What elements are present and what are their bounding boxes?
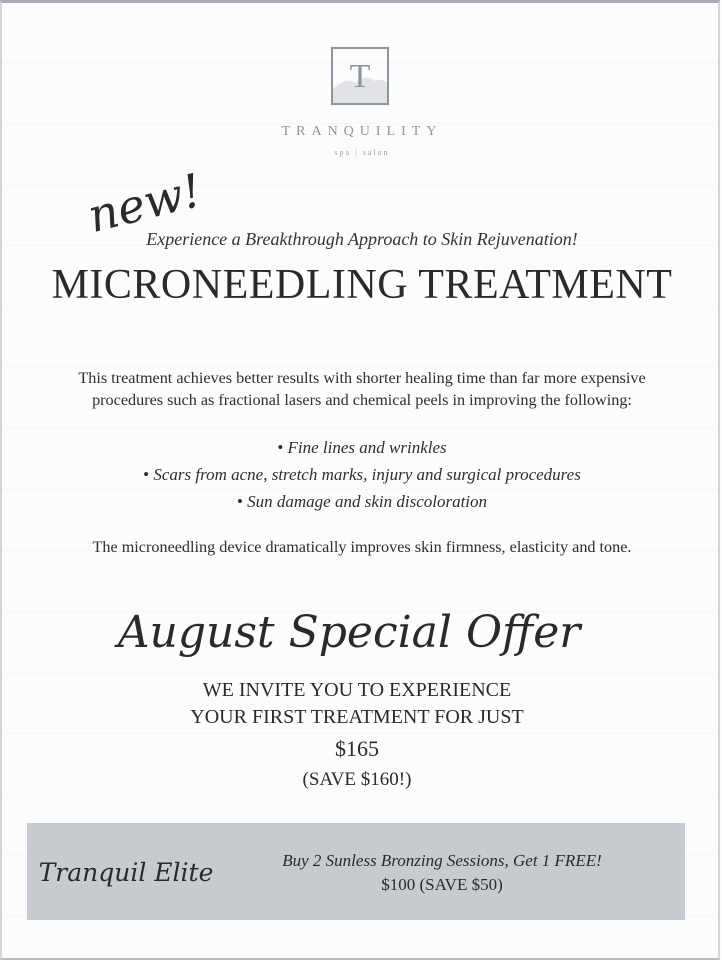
- elite-promo-box: [27, 823, 685, 920]
- elite-title: Tranquil Elite: [38, 858, 214, 887]
- special-offer-title: August Special Offer: [117, 607, 581, 658]
- logo-letter: T: [349, 58, 371, 95]
- offer-line-1: WE INVITE YOU TO EXPERIENCE: [202, 679, 512, 701]
- tagline: Experience a Breakthrough Approach to Skin Rejuvenation!: [146, 229, 578, 249]
- new-badge: [80, 148, 207, 244]
- new-badge-text: new!: [82, 162, 207, 244]
- intro-line-2: procedures such as fractional lasers and chemical peels in improving the following:: [92, 391, 632, 409]
- benefit-item: • Fine lines and wrinkles: [2, 434, 722, 461]
- elite-price: $100 (SAVE $50): [381, 875, 503, 894]
- benefits-list: [2, 434, 722, 515]
- intro-line-1: This treatment achieves better results with shorter healing time than far more expensive: [78, 369, 646, 387]
- closing-statement: The microneedling device dramatically improves skin firmness, elasticity and tone.: [92, 538, 632, 556]
- brand-subtitle: spa | salon: [334, 148, 390, 157]
- elite-deal: Buy 2 Sunless Bronzing Sessions, Get 1 FREE!: [282, 851, 602, 870]
- brand-name: TRANQUILITY: [281, 124, 443, 139]
- offer-invitation: [2, 677, 712, 731]
- intro-paragraph: [22, 367, 702, 411]
- benefit-item: • Sun damage and skin discoloration: [2, 488, 722, 515]
- offer-savings: (SAVE $160!): [302, 769, 412, 790]
- page-title: MICRONEEDLING TREATMENT: [51, 262, 673, 308]
- elite-details: [227, 849, 657, 897]
- tranquility-logo-icon: [331, 47, 389, 105]
- special-offer-script: [117, 591, 581, 673]
- offer-price: $165: [335, 736, 379, 761]
- benefit-item: • Scars from acne, stretch marks, injury and surgical procedures: [2, 461, 722, 488]
- elite-script: [39, 835, 214, 907]
- offer-line-2: YOUR FIRST TREATMENT FOR JUST: [190, 706, 524, 728]
